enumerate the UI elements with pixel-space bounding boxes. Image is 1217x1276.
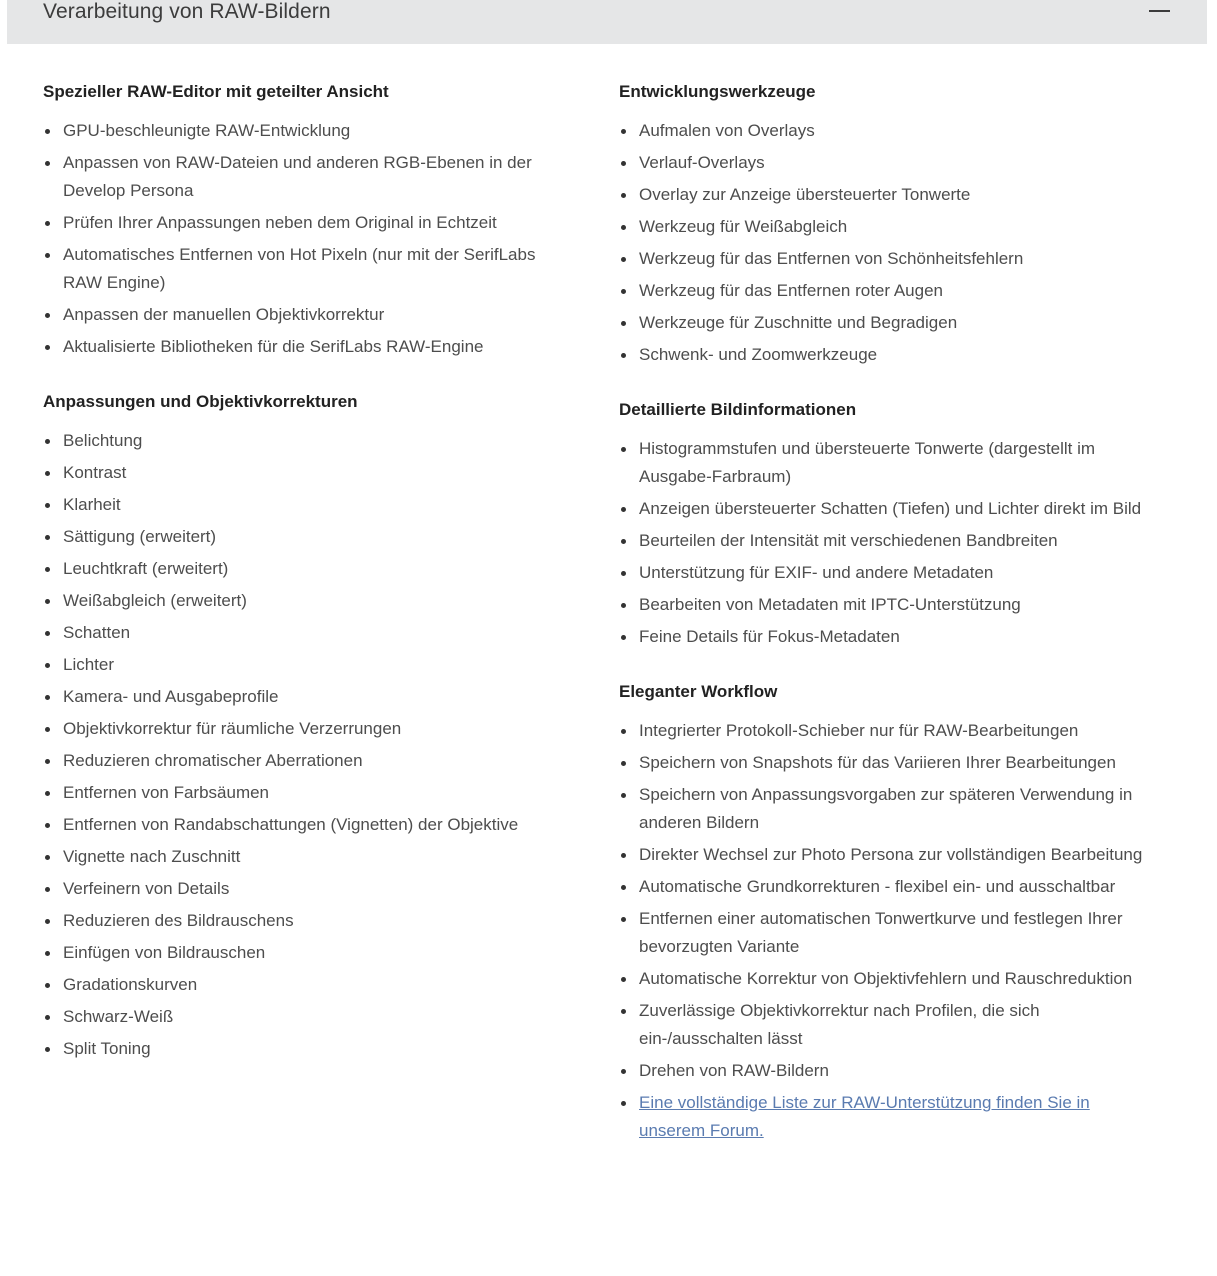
- list-item: Werkzeug für das Entfernen von Schönheitsfehlern: [619, 245, 1159, 273]
- list-item: Kontrast: [43, 459, 573, 487]
- list-item: Anpassen der manuellen Objektivkorrektur: [43, 301, 573, 329]
- list-item: Drehen von RAW-Bildern: [619, 1057, 1159, 1085]
- list-item: Automatisches Entfernen von Hot Pixeln (nur mit der SerifLabs RAW Engine): [43, 241, 573, 297]
- section-heading: Anpassungen und Objektivkorrekturen: [43, 392, 358, 411]
- list-item: Speichern von Snapshots für das Variieren Ihrer Bearbeitungen: [619, 749, 1159, 777]
- section-heading: Detaillierte Bildinformationen: [619, 400, 857, 419]
- section-raw-editor: [43, 80, 573, 361]
- list-item: Klarheit: [43, 491, 573, 519]
- section-workflow: [619, 680, 1159, 1145]
- list-item: Entfernen von Randabschattungen (Vignetten) der Objektive: [43, 811, 573, 839]
- list-item: Speichern von Anpassungsvorgaben zur späteren Verwendung in anderen Bildern: [619, 781, 1159, 837]
- list-item: Entfernen einer automatischen Tonwertkurve und festlegen Ihrer bevorzugten Variante: [619, 905, 1159, 961]
- feature-list: [619, 117, 1159, 369]
- list-item: Objektivkorrektur für räumliche Verzerrungen: [43, 715, 573, 743]
- list-item: Bearbeiten von Metadaten mit IPTC-Unterstützung: [619, 591, 1159, 619]
- list-item: Lichter: [43, 651, 573, 679]
- section-development-tools: [619, 80, 1159, 369]
- list-item: Werkzeuge für Zuschnitte und Begradigen: [619, 309, 1159, 337]
- list-item: Overlay zur Anzeige übersteuerter Tonwerte: [619, 181, 1159, 209]
- right-column: [619, 80, 1159, 1174]
- list-item: Aufmalen von Overlays: [619, 117, 1159, 145]
- list-item: Sättigung (erweitert): [43, 523, 573, 551]
- section-heading: Entwicklungswerkzeuge: [619, 82, 816, 101]
- list-item: Direkter Wechsel zur Photo Persona zur vollständigen Bearbeitung: [619, 841, 1159, 869]
- section-heading: Eleganter Workflow: [619, 682, 778, 701]
- list-item: Gradationskurven: [43, 971, 573, 999]
- list-item: Vignette nach Zuschnitt: [43, 843, 573, 871]
- list-item: Werkzeug für Weißabgleich: [619, 213, 1159, 241]
- list-item: Automatische Korrektur von Objektivfehlern und Rauschreduktion: [619, 965, 1159, 993]
- list-item: Split Toning: [43, 1035, 573, 1063]
- list-item: Einfügen von Bildrauschen: [43, 939, 573, 967]
- list-item: Feine Details für Fokus-Metadaten: [619, 623, 1159, 651]
- list-item: Anpassen von RAW-Dateien und anderen RGB-Ebenen in der Develop Persona: [43, 149, 573, 205]
- accordion-header[interactable]: [7, 0, 1207, 44]
- list-item: Histogrammstufen und übersteuerte Tonwerte (dargestellt im Ausgabe-Farbraum): [619, 435, 1159, 491]
- list-item: Zuverlässige Objektivkorrektur nach Profilen, die sich ein-/ausschalten lässt: [619, 997, 1159, 1053]
- list-item: Integrierter Protokoll-Schieber nur für RAW-Bearbeitungen: [619, 717, 1159, 745]
- list-item: Aktualisierte Bibliotheken für die SerifLabs RAW-Engine: [43, 333, 573, 361]
- left-column: [43, 80, 573, 1092]
- feature-list: [43, 427, 573, 1063]
- list-item: Prüfen Ihrer Anpassungen neben dem Original in Echtzeit: [43, 209, 573, 237]
- list-item: Leuchtkraft (erweitert): [43, 555, 573, 583]
- list-item: Unterstützung für EXIF- und andere Metadaten: [619, 559, 1159, 587]
- section-image-info: [619, 398, 1159, 651]
- list-item: GPU-beschleunigte RAW-Entwicklung: [43, 117, 573, 145]
- minus-icon[interactable]: [1149, 0, 1171, 22]
- list-item: Automatische Grundkorrekturen - flexibel ein- und ausschaltbar: [619, 873, 1159, 901]
- list-item: Belichtung: [43, 427, 573, 455]
- accordion-title: Verarbeitung von RAW-Bildern: [43, 0, 331, 23]
- section-heading: Spezieller RAW-Editor mit geteilter Ansicht: [43, 82, 389, 101]
- list-item: Entfernen von Farbsäumen: [43, 779, 573, 807]
- list-item: Verfeinern von Details: [43, 875, 573, 903]
- list-item: Beurteilen der Intensität mit verschiedenen Bandbreiten: [619, 527, 1159, 555]
- list-item: Verlauf-Overlays: [619, 149, 1159, 177]
- list-item: Reduzieren des Bildrauschens: [43, 907, 573, 935]
- list-item: Kamera- und Ausgabeprofile: [43, 683, 573, 711]
- feature-list: [619, 435, 1159, 651]
- list-item: Anzeigen übersteuerter Schatten (Tiefen) und Lichter direkt im Bild: [619, 495, 1159, 523]
- list-item: Werkzeug für das Entfernen roter Augen: [619, 277, 1159, 305]
- section-adjustments: [43, 390, 573, 1063]
- feature-list: [619, 717, 1159, 1145]
- list-item: Schwarz-Weiß: [43, 1003, 573, 1031]
- list-item: Weißabgleich (erweitert): [43, 587, 573, 615]
- list-item: Schatten: [43, 619, 573, 647]
- forum-link[interactable]: Eine vollständige Liste zur RAW-Unterstützung finden Sie in unserem Forum.: [639, 1093, 1090, 1140]
- list-item: Reduzieren chromatischer Aberrationen: [43, 747, 573, 775]
- list-item: Schwenk- und Zoomwerkzeuge: [619, 341, 1159, 369]
- feature-list: [43, 117, 573, 361]
- list-item-link: [619, 1089, 1159, 1145]
